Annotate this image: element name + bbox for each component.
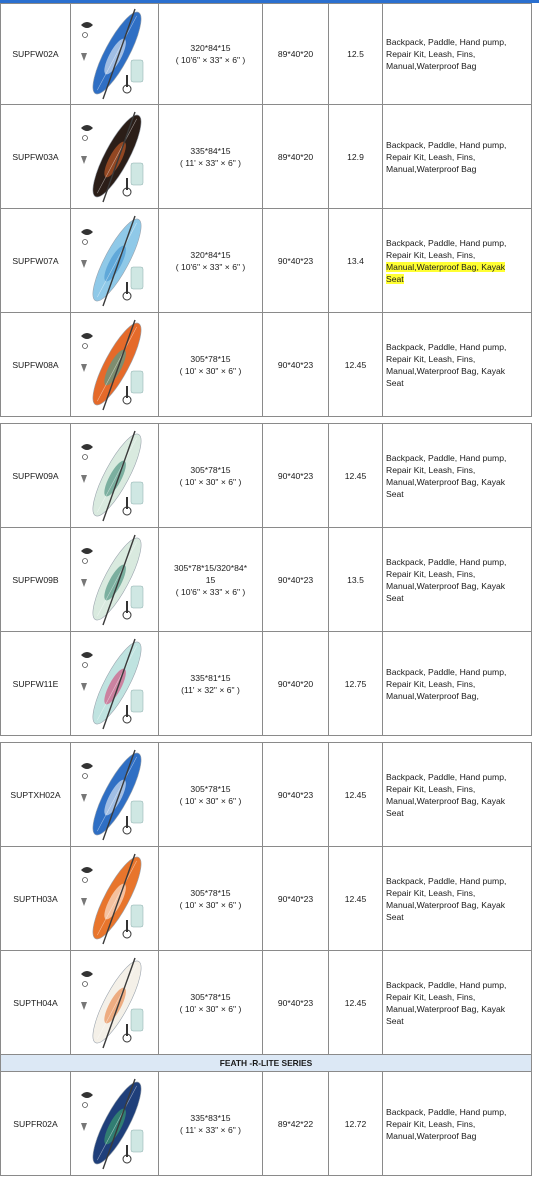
- accessories-line: Backpack, Paddle, Hand pump,: [386, 341, 507, 352]
- model-cell: SUPTH03A: [1, 847, 71, 951]
- size-cm: 305*78*15: [190, 887, 231, 898]
- table-row: [1, 743, 532, 847]
- table-row: [1, 528, 532, 632]
- model-cell: SUPFW09B: [1, 528, 71, 632]
- product-image-cell: [71, 743, 159, 847]
- accessories-line: Backpack, Paddle, Hand pump,: [386, 771, 507, 782]
- size-cm: 320*84*15: [190, 43, 231, 53]
- size-cell: [159, 4, 263, 105]
- product-table: [0, 3, 532, 1176]
- size-cm: 320*84*15: [190, 249, 231, 260]
- accessories-line: Seat: [386, 377, 404, 388]
- weight-cell: 12.45: [329, 743, 383, 847]
- size-cm: 305*78*15/320*84*: [173, 562, 248, 573]
- weight-cell: 13.5: [329, 528, 383, 632]
- table-row: [1, 424, 532, 528]
- accessories-line: Backpack, Paddle, Hand pump,: [386, 37, 507, 47]
- accessories-line: Repair Kit, Leash, Fins,: [386, 464, 476, 475]
- size-cell: [159, 209, 263, 313]
- model-cell: SUPFW09A: [1, 424, 71, 528]
- size-inches: (11' × 32" × 6" ): [181, 684, 240, 695]
- package-size-cell: 90*40*23: [263, 847, 329, 951]
- accessories-line: Backpack, Paddle, Hand pump,: [386, 452, 507, 463]
- accessories-line: Repair Kit, Leash, Fins,: [386, 887, 476, 898]
- accessories-line: Seat: [386, 807, 404, 818]
- size-cm: 335*81*15: [190, 672, 231, 683]
- size-cell: [159, 528, 263, 632]
- accessories-line: Backpack, Paddle, Hand pump,: [386, 666, 507, 677]
- paddleboard-image: [73, 850, 157, 948]
- table-row: [1, 1072, 532, 1176]
- accessories-line: Seat: [386, 592, 404, 603]
- model-cell: SUPFW07A: [1, 209, 71, 313]
- accessories-line: Backpack, Paddle, Hand pump,: [386, 979, 507, 990]
- paddleboard-image: [73, 954, 157, 1052]
- size-cm: 335*83*15: [190, 1112, 231, 1123]
- accessories-line: Manual,Waterproof Bag, Kayak: [386, 795, 506, 806]
- series-header-label: FEATH -R-LITE SERIES: [1, 1055, 532, 1072]
- product-image-cell: [71, 424, 159, 528]
- product-image-cell: [71, 313, 159, 417]
- size-cell: [159, 1072, 263, 1176]
- accessories-line: Repair Kit, Leash, Fins,: [386, 249, 476, 260]
- weight-cell: 12.9: [329, 105, 383, 209]
- size-cell: [159, 632, 263, 736]
- accessories-cell: [383, 951, 532, 1055]
- table-row: [1, 632, 532, 736]
- accessories-line: Seat: [386, 911, 404, 922]
- accessories-line: Manual,Waterproof Bag, Kayak: [386, 476, 506, 487]
- table-row: [1, 951, 532, 1055]
- size-inches: ( 10' × 30" × 6" ): [179, 1003, 242, 1014]
- model-cell: SUPTXH02A: [1, 743, 71, 847]
- paddleboard-image: [73, 108, 157, 206]
- paddleboard-image: [73, 635, 157, 733]
- weight-cell: 12.45: [329, 951, 383, 1055]
- accessories-cell: [383, 105, 532, 209]
- paddleboard-image: [73, 746, 157, 844]
- size-inches: ( 10'6" × 33" × 6" ): [175, 586, 246, 597]
- accessories-line: Repair Kit, Leash, Fins,: [386, 1118, 476, 1129]
- size-cm: 305*78*15: [190, 353, 231, 364]
- size-inches: ( 10' × 30" × 6" ): [179, 365, 242, 376]
- accessories-line: Seat: [386, 488, 404, 499]
- weight-cell: 13.4: [329, 209, 383, 313]
- product-image-cell: [71, 1072, 159, 1176]
- size-inches: ( 10'6" × 33" × 6" ): [175, 261, 246, 272]
- size-cell: [159, 313, 263, 417]
- size-inches: ( 10'6" × 33" × 6" ): [175, 55, 246, 65]
- paddleboard-image: [73, 212, 157, 310]
- model-cell: SUPTH04A: [1, 951, 71, 1055]
- package-size-cell: 90*40*23: [263, 743, 329, 847]
- package-size-cell: 90*40*23: [263, 424, 329, 528]
- weight-cell: 12.75: [329, 632, 383, 736]
- accessories-line: Manual,Waterproof Bag, Kayak: [386, 261, 506, 272]
- accessories-line: Manual,Waterproof Bag, Kayak: [386, 1003, 506, 1014]
- size-cell: [159, 105, 263, 209]
- accessories-cell: [383, 528, 532, 632]
- weight-cell: 12.45: [329, 424, 383, 528]
- table-row: [1, 105, 532, 209]
- size-cm: 305*78*15: [190, 991, 231, 1002]
- size-cm: 335*84*15: [190, 145, 231, 156]
- accessories-line: Repair Kit, Leash, Fins,: [386, 151, 476, 162]
- accessories-cell: [383, 847, 532, 951]
- paddleboard-image: [73, 531, 157, 629]
- model-cell: SUPFW11E: [1, 632, 71, 736]
- series-header-row: [1, 1055, 532, 1072]
- accessories-cell: [383, 1072, 532, 1176]
- accessories-cell: [383, 209, 532, 313]
- model-cell: SUPFR02A: [1, 1072, 71, 1176]
- package-size-cell: 89*40*20: [263, 105, 329, 209]
- accessories-line: Manual,Waterproof Bag: [386, 61, 477, 71]
- accessories-line: Manual,Waterproof Bag, Kayak: [386, 365, 506, 376]
- model-cell: SUPFW03A: [1, 105, 71, 209]
- accessories-line: Repair Kit, Leash, Fins,: [386, 353, 476, 364]
- weight-cell: 12.45: [329, 313, 383, 417]
- weight-cell: 12.5: [329, 4, 383, 105]
- weight-cell: 12.72: [329, 1072, 383, 1176]
- package-size-cell: 89*40*20: [263, 4, 329, 105]
- accessories-cell: [383, 743, 532, 847]
- size-inches: ( 10' × 30" × 6" ): [179, 795, 242, 806]
- accessories-cell: [383, 424, 532, 528]
- package-size-cell: 90*40*20: [263, 632, 329, 736]
- accessories-line: Backpack, Paddle, Hand pump,: [386, 1106, 507, 1117]
- paddleboard-image: [73, 5, 157, 103]
- accessories-line: Repair Kit, Leash, Fins,: [386, 783, 476, 794]
- product-image-cell: [71, 105, 159, 209]
- package-size-cell: 90*40*23: [263, 951, 329, 1055]
- weight-cell: 12.45: [329, 847, 383, 951]
- size-cell: [159, 847, 263, 951]
- size-cell: [159, 743, 263, 847]
- table-row: [1, 313, 532, 417]
- accessories-line: Manual,Waterproof Bag, Kayak: [386, 899, 506, 910]
- accessories-cell: [383, 4, 532, 105]
- table-row: [1, 847, 532, 951]
- table-row: [1, 209, 532, 313]
- package-size-cell: 89*42*22: [263, 1072, 329, 1176]
- accessories-line: Seat: [386, 1015, 404, 1026]
- accessories-line: Repair Kit, Leash, Fins,: [386, 991, 476, 1002]
- product-image-cell: [71, 209, 159, 313]
- accessories-line: Manual,Waterproof Bag,: [386, 690, 479, 701]
- size-cell: [159, 951, 263, 1055]
- table-row: [1, 4, 532, 105]
- accessories-cell: [383, 313, 532, 417]
- size-cm: 305*78*15: [190, 464, 231, 475]
- accessories-line: Backpack, Paddle, Hand pump,: [386, 139, 507, 150]
- accessories-line: Manual,Waterproof Bag: [386, 163, 477, 174]
- product-image-cell: [71, 4, 159, 105]
- size-inches: ( 10' × 30" × 6" ): [179, 476, 242, 487]
- package-size-cell: 90*40*23: [263, 313, 329, 417]
- product-image-cell: [71, 632, 159, 736]
- paddleboard-image: [73, 316, 157, 414]
- accessories-line: Repair Kit, Leash, Fins,: [386, 568, 476, 579]
- model-cell: SUPFW08A: [1, 313, 71, 417]
- size-cell: [159, 424, 263, 528]
- accessories-line: Backpack, Paddle, Hand pump,: [386, 237, 507, 248]
- accessories-line: Seat: [386, 273, 404, 284]
- paddleboard-image: [73, 1075, 157, 1173]
- package-size-cell: 90*40*23: [263, 528, 329, 632]
- size-cm: 305*78*15: [190, 783, 231, 794]
- product-image-cell: [71, 847, 159, 951]
- size-inches: ( 10' × 30" × 6" ): [179, 899, 242, 910]
- accessories-cell: [383, 632, 532, 736]
- product-image-cell: [71, 528, 159, 632]
- accessories-line: Backpack, Paddle, Hand pump,: [386, 875, 507, 886]
- accessories-line: Backpack, Paddle, Hand pump,: [386, 556, 507, 567]
- size-cm-continued: 15: [205, 574, 216, 585]
- accessories-line: Manual,Waterproof Bag, Kayak: [386, 580, 506, 591]
- accessories-line: Repair Kit, Leash, Fins,: [386, 678, 476, 689]
- size-inches: ( 11' × 33" × 6" ): [179, 157, 242, 168]
- product-table-body: [1, 4, 532, 1176]
- paddleboard-image: [73, 427, 157, 525]
- section-gap-2: [1, 736, 532, 743]
- size-inches: ( 11' × 33" × 6" ): [179, 1124, 242, 1135]
- package-size-cell: 90*40*23: [263, 209, 329, 313]
- accessories-line: Manual,Waterproof Bag: [386, 1130, 477, 1141]
- accessories-line: Repair Kit, Leash, Fins,: [386, 49, 476, 59]
- product-image-cell: [71, 951, 159, 1055]
- model-cell: SUPFW02A: [1, 4, 71, 105]
- section-gap-1: [1, 417, 532, 424]
